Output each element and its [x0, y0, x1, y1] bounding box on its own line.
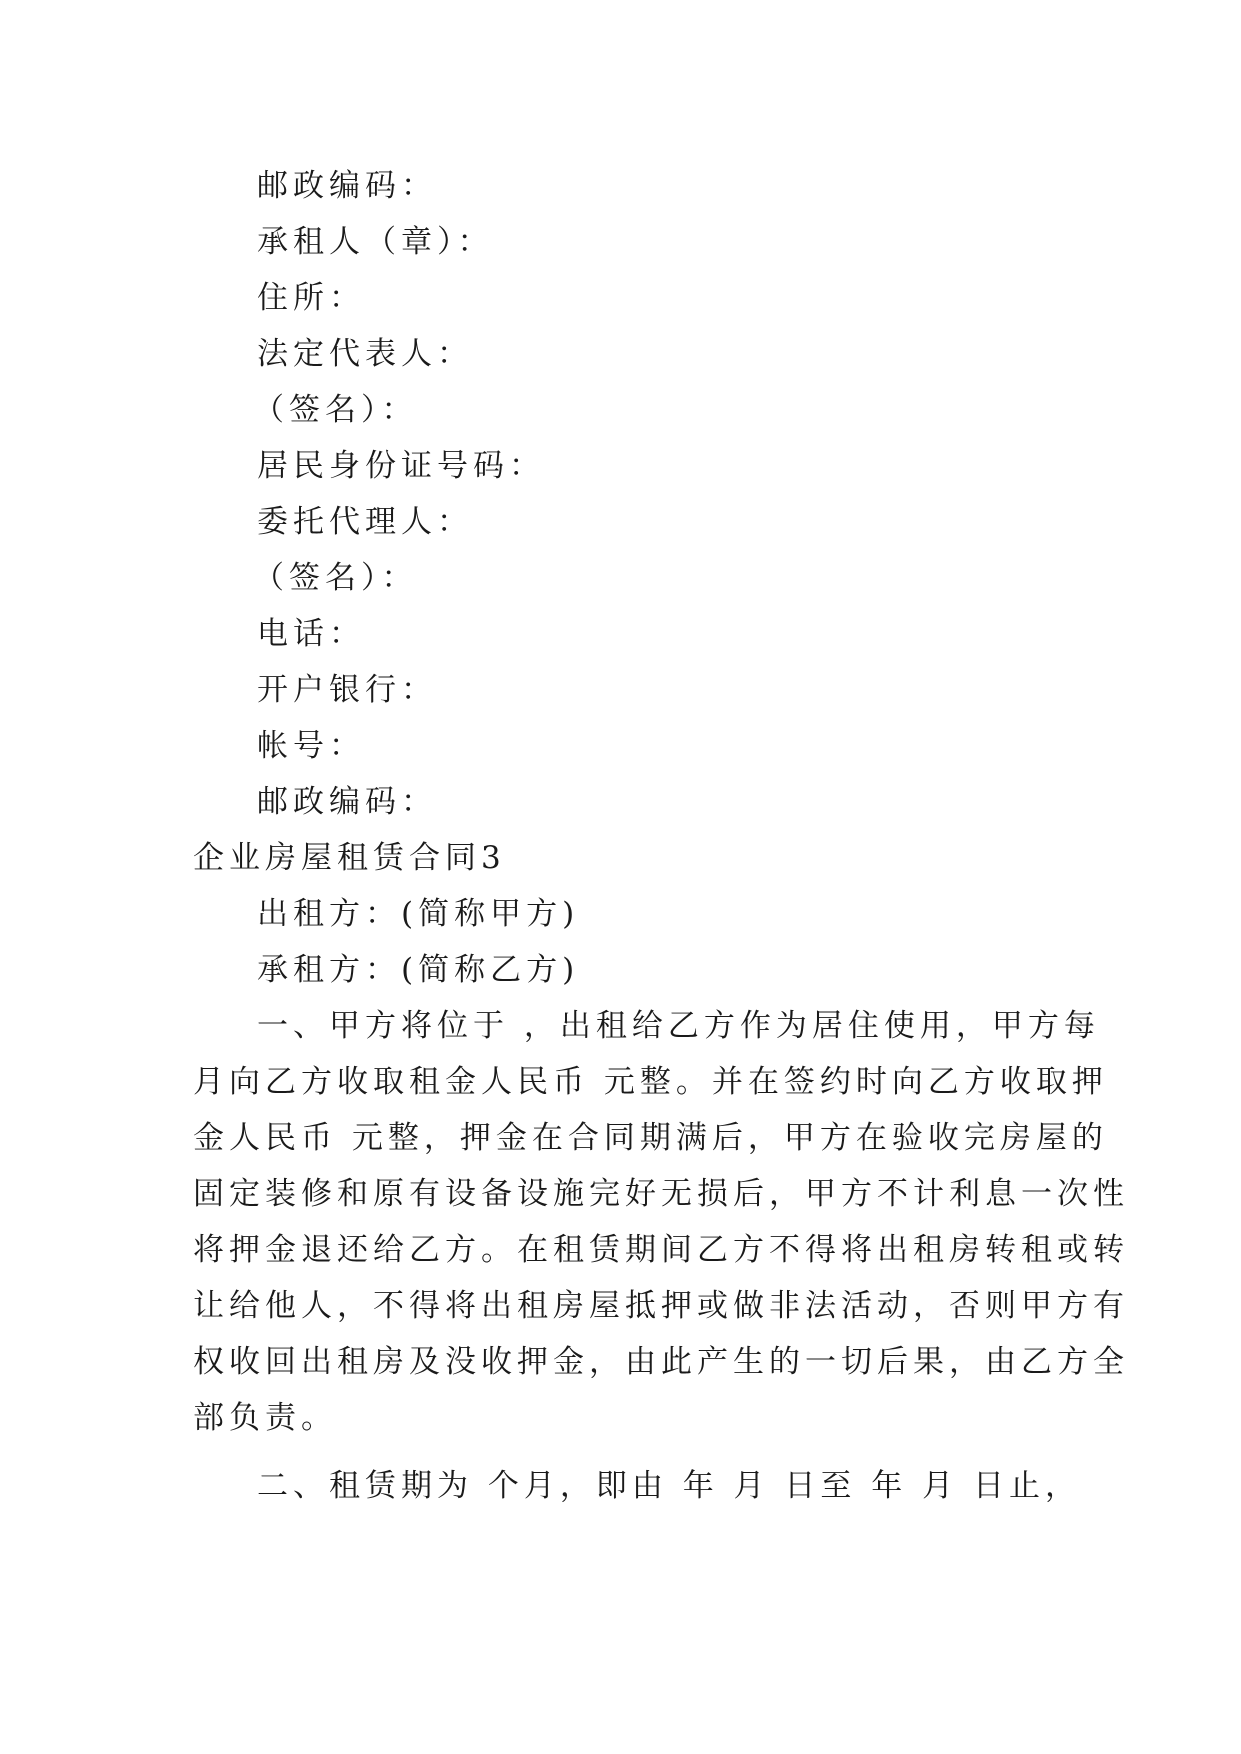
agent-label: 委托代理人： [257, 504, 473, 540]
clause1-line: 权收回出租房及没收押金，由此产生的一切后果，由乙方全 [193, 1344, 1129, 1380]
clause1-line: 让给他人，不得将出租房屋抵押或做非法活动，否则甲方有 [193, 1288, 1129, 1324]
account-label: 帐号： [257, 728, 365, 764]
clause1-line: 金人民币 元整，押金在合同期满后，甲方在验收完房屋的 [193, 1120, 1108, 1156]
clause1-line: 将押金退还给乙方。在租赁期间乙方不得将出租房转租或转 [193, 1232, 1129, 1268]
clause1-line: 固定装修和原有设备设施完好无损后，甲方不计利息一次性 [193, 1176, 1129, 1212]
legal-rep-sign-label: （签名）： [253, 392, 418, 428]
legal-rep-label: 法定代表人： [257, 336, 473, 372]
lessor-postal-code-label: 邮政编码： [257, 168, 437, 204]
clause2-line: 二、租赁期为 个月，即由 年 月 日至 年 月 日止， [257, 1468, 1081, 1504]
lessee-party-line: 承租方：(简称乙方) [257, 952, 580, 988]
contract-title: 企业房屋租赁合同3 [193, 840, 506, 876]
lessor-party-line: 出租方：(简称甲方) [257, 896, 580, 932]
clause1-line: 月向乙方收取租金人民币 元整。并在签约时向乙方收取押 [193, 1064, 1108, 1100]
clause1-line: 部负责。 [193, 1400, 337, 1436]
address-label: 住所： [257, 280, 365, 316]
bank-label: 开户银行： [257, 672, 437, 708]
id-number-label: 居民身份证号码： [257, 448, 545, 484]
lessee-postal-code-label: 邮政编码： [257, 784, 437, 820]
phone-label: 电话： [257, 616, 365, 652]
clause1-line: 一、甲方将位于 ，出租给乙方作为居住使用，甲方每 [257, 1008, 1100, 1044]
agent-sign-label: （签名）： [253, 560, 418, 596]
lessee-label: 承租人（章）： [257, 224, 494, 260]
